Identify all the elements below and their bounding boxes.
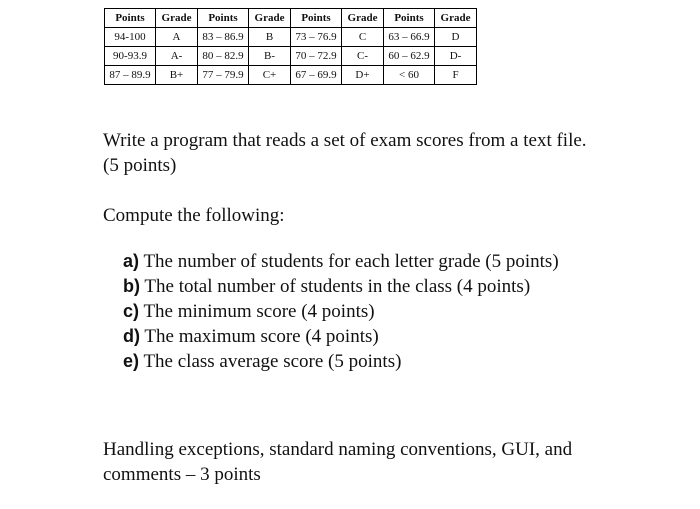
table-cell: 70 – 72.9 bbox=[291, 47, 342, 66]
list-item bbox=[123, 249, 593, 274]
table-cell: 73 – 76.9 bbox=[291, 28, 342, 47]
list-item bbox=[123, 349, 593, 374]
table-cell: < 60 bbox=[384, 66, 435, 85]
table-row bbox=[105, 47, 477, 66]
table-cell: 60 – 62.9 bbox=[384, 47, 435, 66]
task-marker: d) bbox=[123, 326, 140, 346]
column-header: Grade bbox=[342, 9, 384, 28]
table-cell: 67 – 69.9 bbox=[291, 66, 342, 85]
table-cell: C bbox=[342, 28, 384, 47]
column-header: Points bbox=[198, 9, 249, 28]
compute-heading: Compute the following: bbox=[103, 205, 285, 226]
table-cell: A- bbox=[156, 47, 198, 66]
table-row bbox=[105, 66, 477, 85]
task-text: The class average score (5 points) bbox=[143, 351, 402, 372]
task-marker: c) bbox=[123, 301, 140, 321]
table-cell: D bbox=[435, 28, 477, 47]
assignment-intro: Write a program that reads a set of exam scores from a text file. (5 points) bbox=[103, 130, 587, 176]
column-header: Points bbox=[384, 9, 435, 28]
table-header-row bbox=[105, 9, 477, 28]
task-marker: e) bbox=[123, 351, 140, 371]
column-header: Grade bbox=[435, 9, 477, 28]
table-cell: F bbox=[435, 66, 477, 85]
task-text: The minimum score (4 points) bbox=[143, 301, 375, 322]
table-cell: D+ bbox=[342, 66, 384, 85]
task-text: The total number of students in the class (4 points) bbox=[144, 276, 531, 297]
table-cell: 90-93.9 bbox=[105, 47, 156, 66]
column-header: Points bbox=[291, 9, 342, 28]
table-cell: C- bbox=[342, 47, 384, 66]
task-list bbox=[123, 249, 593, 374]
table-cell: A bbox=[156, 28, 198, 47]
list-item bbox=[123, 324, 593, 349]
column-header: Grade bbox=[249, 9, 291, 28]
table-cell: B bbox=[249, 28, 291, 47]
task-marker: a) bbox=[123, 251, 140, 271]
column-header: Grade bbox=[156, 9, 198, 28]
table-cell: 80 – 82.9 bbox=[198, 47, 249, 66]
task-marker: b) bbox=[123, 276, 140, 296]
task-text: The maximum score (4 points) bbox=[144, 326, 379, 347]
table-cell: 94-100 bbox=[105, 28, 156, 47]
table-cell: 63 – 66.9 bbox=[384, 28, 435, 47]
table-cell: B- bbox=[249, 47, 291, 66]
column-header: Points bbox=[105, 9, 156, 28]
list-item bbox=[123, 274, 593, 299]
table-row bbox=[105, 28, 477, 47]
list-item bbox=[123, 299, 593, 324]
table-cell: 83 – 86.9 bbox=[198, 28, 249, 47]
table-cell: 87 – 89.9 bbox=[105, 66, 156, 85]
grade-scale-table bbox=[104, 8, 477, 85]
table-cell: B+ bbox=[156, 66, 198, 85]
table-cell: D- bbox=[435, 47, 477, 66]
requirements-footer: Handling exceptions, standard naming conventions, GUI, and comments – 3 points bbox=[103, 439, 573, 485]
task-text: The number of students for each letter grade (5 points) bbox=[143, 251, 559, 272]
table-cell: 77 – 79.9 bbox=[198, 66, 249, 85]
table-cell: C+ bbox=[249, 66, 291, 85]
